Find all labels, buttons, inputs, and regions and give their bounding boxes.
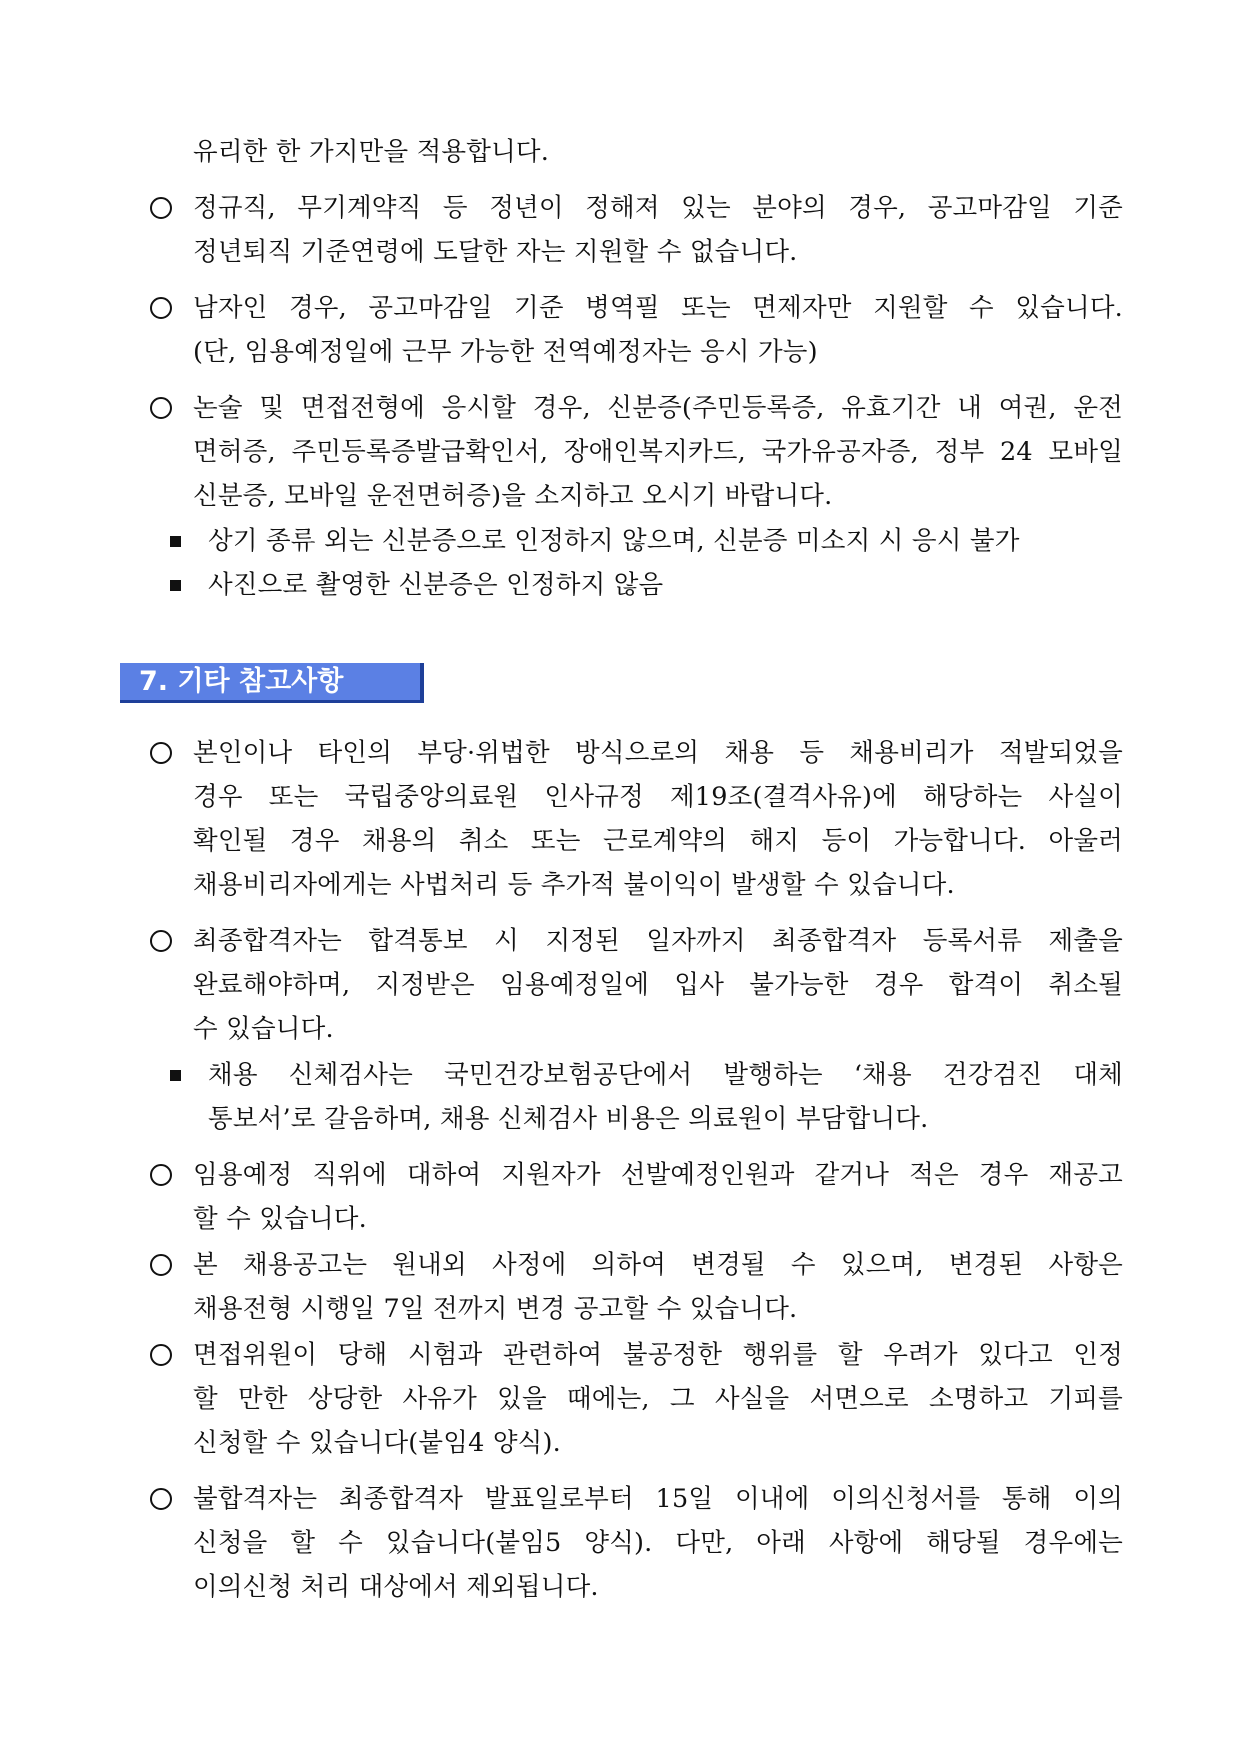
item-line: 수 있습니다. xyxy=(193,1014,334,1044)
sub-item-line: 상기 종류 외는 신분증으로 인정하지 않으며, 신분증 미소지 시 응시 불가 xyxy=(208,526,1020,556)
item-line: 본인이나 타인의 부당·위법한 방식으로의 채용 등 채용비리가 적발되었을 xyxy=(193,738,1123,768)
circle-bullet-icon xyxy=(150,1254,172,1276)
item-line: 할 수 있습니다. xyxy=(193,1204,367,1234)
item-line: 정년퇴직 기준연령에 도달한 자는 지원할 수 없습니다. xyxy=(193,237,798,267)
item-line: 채용전형 시행일 7일 전까지 변경 공고할 수 있습니다. xyxy=(193,1294,798,1324)
item-line: 본 채용공고는 원내외 사정에 의하여 변경될 수 있으며, 변경된 사항은 xyxy=(193,1250,1123,1280)
sub-item-line: 채용 신체검사는 국민건강보험공단에서 발행하는 ‘채용 건강검진 대체 xyxy=(208,1060,1123,1090)
item-line: 경우 또는 국립중앙의료원 인사규정 제19조(결격사유)에 해당하는 사실이 xyxy=(193,782,1123,812)
item-line: 신청할 수 있습니다(붙임4 양식). xyxy=(193,1428,561,1458)
item-line: 불합격자는 최종합격자 발표일로부터 15일 이내에 이의신청서를 통해 이의 xyxy=(193,1484,1123,1514)
item-line: 확인될 경우 채용의 취소 또는 근로계약의 해지 등이 가능합니다. 아울러 xyxy=(193,826,1123,856)
item-line: 완료해야하며, 지정받은 임용예정일에 입사 불가능한 경우 합격이 취소될 xyxy=(193,970,1123,1000)
item-line: 정규직, 무기계약직 등 정년이 정해져 있는 분야의 경우, 공고마감일 기준 xyxy=(193,193,1123,223)
item-line: 신청을 할 수 있습니다(붙임5 양식). 다만, 아래 사항에 해당될 경우에는 xyxy=(193,1528,1123,1558)
item-line: 면허증, 주민등록증발급확인서, 장애인복지카드, 국가유공자증, 정부 24 모바일 xyxy=(193,437,1123,467)
sub-item-line: 통보서’로 갈음하며, 채용 신체검사 비용은 의료원이 부담합니다. xyxy=(208,1104,929,1134)
circle-bullet-icon xyxy=(150,297,172,319)
square-bullet-icon xyxy=(170,580,181,591)
item-line: 최종합격자는 합격통보 시 지정된 일자까지 최종합격자 등록서류 제출을 xyxy=(193,926,1123,956)
circle-bullet-icon xyxy=(150,197,172,219)
item-line: 신분증, 모바일 운전면허증)을 소지하고 오시기 바랍니다. xyxy=(193,481,833,511)
circle-bullet-icon xyxy=(150,930,172,952)
section-heading: 7. 기타 참고사항 xyxy=(139,666,344,697)
item-line: 남자인 경우, 공고마감일 기준 병역필 또는 면제자만 지원할 수 있습니다. xyxy=(193,293,1123,323)
item-line: 면접위원이 당해 시험과 관련하여 불공정한 행위를 할 우려가 있다고 인정 xyxy=(193,1340,1123,1370)
item-line: (단, 임용예정일에 근무 가능한 전역예정자는 응시 가능) xyxy=(193,337,818,367)
item-line: 논술 및 면접전형에 응시할 경우, 신분증(주민등록증, 유효기간 내 여권, 운전 xyxy=(193,393,1123,423)
item-line: 채용비리자에게는 사법처리 등 추가적 불이익이 발생할 수 있습니다. xyxy=(193,870,955,900)
square-bullet-icon xyxy=(170,1070,181,1081)
item-line: 할 만한 상당한 사유가 있을 때에는, 그 사실을 서면으로 소명하고 기피를 xyxy=(193,1384,1123,1414)
sub-item-line: 사진으로 촬영한 신분증은 인정하지 않음 xyxy=(208,570,664,600)
circle-bullet-icon xyxy=(150,397,172,419)
circle-bullet-icon xyxy=(150,1164,172,1186)
circle-bullet-icon xyxy=(150,1344,172,1366)
circle-bullet-icon xyxy=(150,1488,172,1510)
item-line: 이의신청 처리 대상에서 제외됩니다. xyxy=(193,1572,599,1602)
item-line: 임용예정 직위에 대하여 지원자가 선발예정인원과 같거나 적은 경우 재공고 xyxy=(193,1160,1123,1190)
square-bullet-icon xyxy=(170,536,181,547)
circle-bullet-icon xyxy=(150,742,172,764)
continuation-line: 유리한 한 가지만을 적용합니다. xyxy=(193,137,550,167)
